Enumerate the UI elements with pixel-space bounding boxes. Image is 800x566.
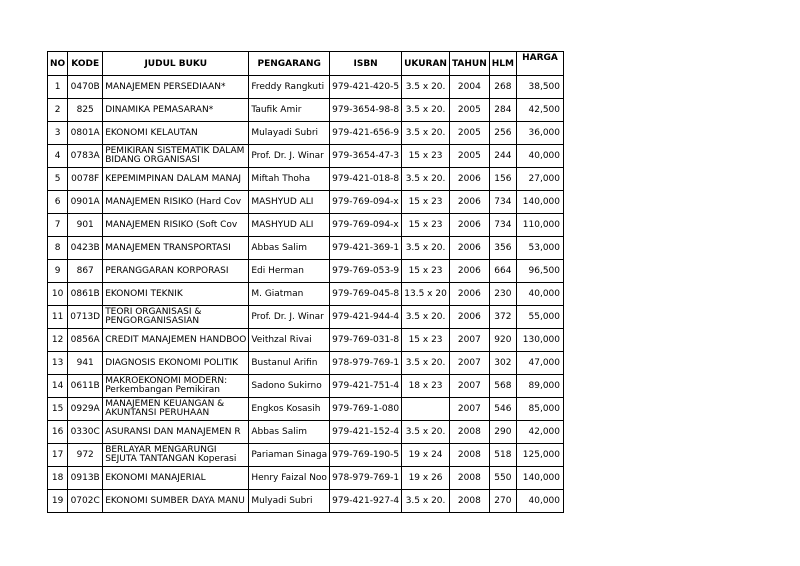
cell-judul-buku: TEORI ORGANISASI & PENGORGANISASIAN [103,306,249,329]
header-hlm: HLM [489,52,516,76]
cell-judul-buku: BERLAYAR MENGARUNGI SEJUTA TANTANGAN Koperasi [103,444,249,467]
cell-kode: 972 [68,444,103,467]
cell-pengarang: Miftah Thoha [249,168,330,191]
cell-isbn: 979-421-656-9 [330,122,402,145]
cell-isbn: 979-3654-47-3 [330,145,402,168]
cell-tahun: 2006 [449,168,489,191]
cell-kode: 0611B [68,375,103,398]
cell-ukuran: 15 x 23 [402,260,450,283]
cell-isbn: 979-769-045-8 [330,283,402,306]
cell-judul-buku: PERANGGARAN KORPORASI [103,260,249,283]
cell-kode: 0423B [68,237,103,260]
cell-hlm: 230 [489,283,516,306]
cell-isbn: 979-421-369-1 [330,237,402,260]
cell-pengarang: Henry Faizal Noo [249,467,330,490]
cell-pengarang: Freddy Rangkuti [249,76,330,99]
cell-isbn: 978-979-769-1 [330,352,402,375]
cell-ukuran: 3.5 x 20. [402,76,450,99]
cell-judul-buku: CREDIT MANAJEMEN HANDBOO [103,329,249,352]
header-no: NO [48,52,68,76]
cell-tahun: 2006 [449,237,489,260]
table-row [48,421,564,444]
cell-no: 5 [48,168,68,191]
header-kode: KODE [68,52,103,76]
cell-hlm: 920 [489,329,516,352]
cell-kode: 0801A [68,122,103,145]
cell-no: 10 [48,283,68,306]
cell-kode: 0901A [68,191,103,214]
cell-pengarang: Edi Herman [249,260,330,283]
cell-kode: 901 [68,214,103,237]
cell-harga: 140,000 [517,191,564,214]
cell-tahun: 2005 [449,99,489,122]
cell-judul-buku: MANAJEMEN RISIKO (Soft Cov [103,214,249,237]
cell-kode: 0330C [68,421,103,444]
cell-ukuran: 3.5 x 20. [402,352,450,375]
cell-kode: 0856A [68,329,103,352]
cell-judul-buku: EKONOMI KELAUTAN [103,122,249,145]
cell-no: 7 [48,214,68,237]
cell-judul-buku: MANAJEMEN RISIKO (Hard Cov [103,191,249,214]
cell-ukuran: 3.5 x 20. [402,306,450,329]
cell-harga: 42,000 [517,421,564,444]
table-row [48,145,564,168]
cell-hlm: 664 [489,260,516,283]
cell-harga: 42,500 [517,99,564,122]
cell-harga: 53,000 [517,237,564,260]
cell-hlm: 568 [489,375,516,398]
table-row [48,352,564,375]
cell-judul-buku: MAKROEKONOMI MODERN: Perkembangan Pemikiran [103,375,249,398]
cell-no: 14 [48,375,68,398]
table-row [48,237,564,260]
cell-no: 8 [48,237,68,260]
cell-judul-buku: DIAGNOSIS EKONOMI POLITIK [103,352,249,375]
cell-tahun: 2005 [449,145,489,168]
cell-isbn: 979-421-152-4 [330,421,402,444]
cell-ukuran: 3.5 x 20. [402,237,450,260]
cell-isbn: 978-979-769-1 [330,467,402,490]
cell-pengarang: Prof. Dr. J. Winar [249,306,330,329]
cell-ukuran: 3.5 x 20. [402,421,450,444]
cell-no: 3 [48,122,68,145]
cell-hlm: 734 [489,214,516,237]
cell-pengarang: Veithzal Rivai [249,329,330,352]
cell-harga: 47,000 [517,352,564,375]
cell-hlm: 518 [489,444,516,467]
cell-kode: 941 [68,352,103,375]
cell-kode: 0913B [68,467,103,490]
cell-tahun: 2006 [449,283,489,306]
table-row [48,490,564,513]
cell-pengarang: Abbas Salim [249,421,330,444]
table-row [48,398,564,421]
cell-tahun: 2008 [449,490,489,513]
cell-hlm: 550 [489,467,516,490]
cell-ukuran: 15 x 23 [402,214,450,237]
cell-judul-buku: MANAJEMEN KEUANGAN & AKUNTANSI PERUHAAN [103,398,249,421]
cell-ukuran: 15 x 23 [402,329,450,352]
cell-kode: 0702C [68,490,103,513]
cell-no: 17 [48,444,68,467]
cell-pengarang: Mulyadi Subri [249,490,330,513]
table-body [48,76,564,513]
cell-isbn: 979-3654-98-8 [330,99,402,122]
table-row [48,329,564,352]
cell-hlm: 356 [489,237,516,260]
cell-pengarang: Abbas Salim [249,237,330,260]
cell-tahun: 2008 [449,421,489,444]
cell-isbn: 979-421-751-4 [330,375,402,398]
table-row [48,283,564,306]
header-judul-buku: JUDUL BUKU [103,52,249,76]
cell-harga: 38,500 [517,76,564,99]
table-row [48,214,564,237]
cell-isbn: 979-769-031-8 [330,329,402,352]
cell-isbn: 979-769-053-9 [330,260,402,283]
cell-isbn: 979-421-927-4 [330,490,402,513]
cell-harga: 40,000 [517,145,564,168]
cell-pengarang: MASHYUD ALI [249,214,330,237]
cell-tahun: 2008 [449,444,489,467]
cell-ukuran: 19 x 26 [402,467,450,490]
cell-harga: 110,000 [517,214,564,237]
cell-pengarang: M. Giatman [249,283,330,306]
cell-judul-buku: EKONOMI TEKNIK [103,283,249,306]
header-row [48,52,564,76]
header-harga: HARGA [517,52,564,76]
cell-harga: 55,000 [517,306,564,329]
cell-no: 19 [48,490,68,513]
cell-harga: 89,000 [517,375,564,398]
cell-isbn: 979-421-944-4 [330,306,402,329]
cell-judul-buku: ASURANSI DAN MANAJEMEN R [103,421,249,444]
cell-tahun: 2008 [449,467,489,490]
cell-harga: 36,000 [517,122,564,145]
cell-pengarang: Sadono Sukirno [249,375,330,398]
table-row [48,444,564,467]
cell-pengarang: Pariaman Sinaga [249,444,330,467]
cell-pengarang: Bustanul Arifin [249,352,330,375]
cell-pengarang: Taufik Amir [249,99,330,122]
cell-no: 4 [48,145,68,168]
header-pengarang: PENGARANG [249,52,330,76]
cell-harga: 40,000 [517,283,564,306]
header-ukuran: UKURAN [402,52,450,76]
cell-ukuran: 3.5 x 20. [402,490,450,513]
cell-judul-buku: KEPEMIMPINAN DALAM MANAJ [103,168,249,191]
table-row [48,191,564,214]
cell-pengarang: MASHYUD ALI [249,191,330,214]
cell-pengarang: Mulayadi Subri [249,122,330,145]
book-price-table [47,51,564,513]
cell-ukuran: 13.5 x 20 [402,283,450,306]
cell-ukuran: 3.5 x 20. [402,99,450,122]
cell-tahun: 2004 [449,76,489,99]
cell-judul-buku: MANAJEMEN PERSEDIAAN* [103,76,249,99]
table-row [48,76,564,99]
cell-isbn: 979-421-420-5 [330,76,402,99]
cell-harga: 140,000 [517,467,564,490]
cell-kode: 0470B [68,76,103,99]
cell-kode: 0078F [68,168,103,191]
cell-harga: 96,500 [517,260,564,283]
cell-judul-buku: DINAMIKA PEMASARAN* [103,99,249,122]
table-row [48,122,564,145]
cell-isbn: 979-769-1-080 [330,398,402,421]
cell-harga: 125,000 [517,444,564,467]
cell-no: 15 [48,398,68,421]
cell-kode: 0861B [68,283,103,306]
cell-judul-buku: PEMIKIRAN SISTEMATIK DALAM BIDANG ORGANISASI [103,145,249,168]
cell-hlm: 290 [489,421,516,444]
cell-ukuran: 19 x 24 [402,444,450,467]
cell-isbn: 979-769-094-x [330,191,402,214]
cell-no: 12 [48,329,68,352]
table-row [48,306,564,329]
cell-tahun: 2007 [449,352,489,375]
cell-tahun: 2007 [449,329,489,352]
cell-tahun: 2007 [449,398,489,421]
cell-harga: 40,000 [517,490,564,513]
cell-ukuran: 15 x 23 [402,145,450,168]
cell-ukuran: 15 x 23 [402,191,450,214]
cell-kode: 825 [68,99,103,122]
cell-hlm: 256 [489,122,516,145]
cell-hlm: 302 [489,352,516,375]
cell-no: 11 [48,306,68,329]
cell-no: 6 [48,191,68,214]
cell-ukuran: 3.5 x 20. [402,122,450,145]
cell-hlm: 156 [489,168,516,191]
cell-ukuran: 18 x 23 [402,375,450,398]
cell-no: 2 [48,99,68,122]
cell-hlm: 270 [489,490,516,513]
cell-judul-buku: MANAJEMEN TRANSPORTASI [103,237,249,260]
cell-no: 18 [48,467,68,490]
table-row [48,260,564,283]
cell-hlm: 244 [489,145,516,168]
cell-tahun: 2006 [449,214,489,237]
cell-ukuran [402,398,450,421]
cell-hlm: 372 [489,306,516,329]
cell-no: 9 [48,260,68,283]
cell-harga: 130,000 [517,329,564,352]
cell-isbn: 979-421-018-8 [330,168,402,191]
cell-no: 1 [48,76,68,99]
cell-kode: 867 [68,260,103,283]
header-isbn: ISBN [330,52,402,76]
cell-ukuran: 3.5 x 20. [402,168,450,191]
cell-kode: 0929A [68,398,103,421]
cell-kode: 0783A [68,145,103,168]
table-row [48,375,564,398]
cell-kode: 0713D [68,306,103,329]
cell-no: 13 [48,352,68,375]
cell-pengarang: Prof. Dr. J. Winar [249,145,330,168]
cell-hlm: 268 [489,76,516,99]
table-row [48,467,564,490]
table-row [48,99,564,122]
cell-judul-buku: EKONOMI SUMBER DAYA MANU [103,490,249,513]
cell-tahun: 2006 [449,260,489,283]
cell-hlm: 734 [489,191,516,214]
cell-hlm: 546 [489,398,516,421]
cell-harga: 85,000 [517,398,564,421]
cell-isbn: 979-769-094-x [330,214,402,237]
cell-tahun: 2005 [449,122,489,145]
cell-no: 16 [48,421,68,444]
cell-tahun: 2006 [449,191,489,214]
cell-hlm: 284 [489,99,516,122]
cell-pengarang: Engkos Kosasih [249,398,330,421]
header-tahun: TAHUN [449,52,489,76]
cell-judul-buku: EKONOMI MANAJERIAL [103,467,249,490]
cell-tahun: 2007 [449,375,489,398]
cell-tahun: 2006 [449,306,489,329]
cell-harga: 27,000 [517,168,564,191]
cell-isbn: 979-769-190-5 [330,444,402,467]
table-row [48,168,564,191]
